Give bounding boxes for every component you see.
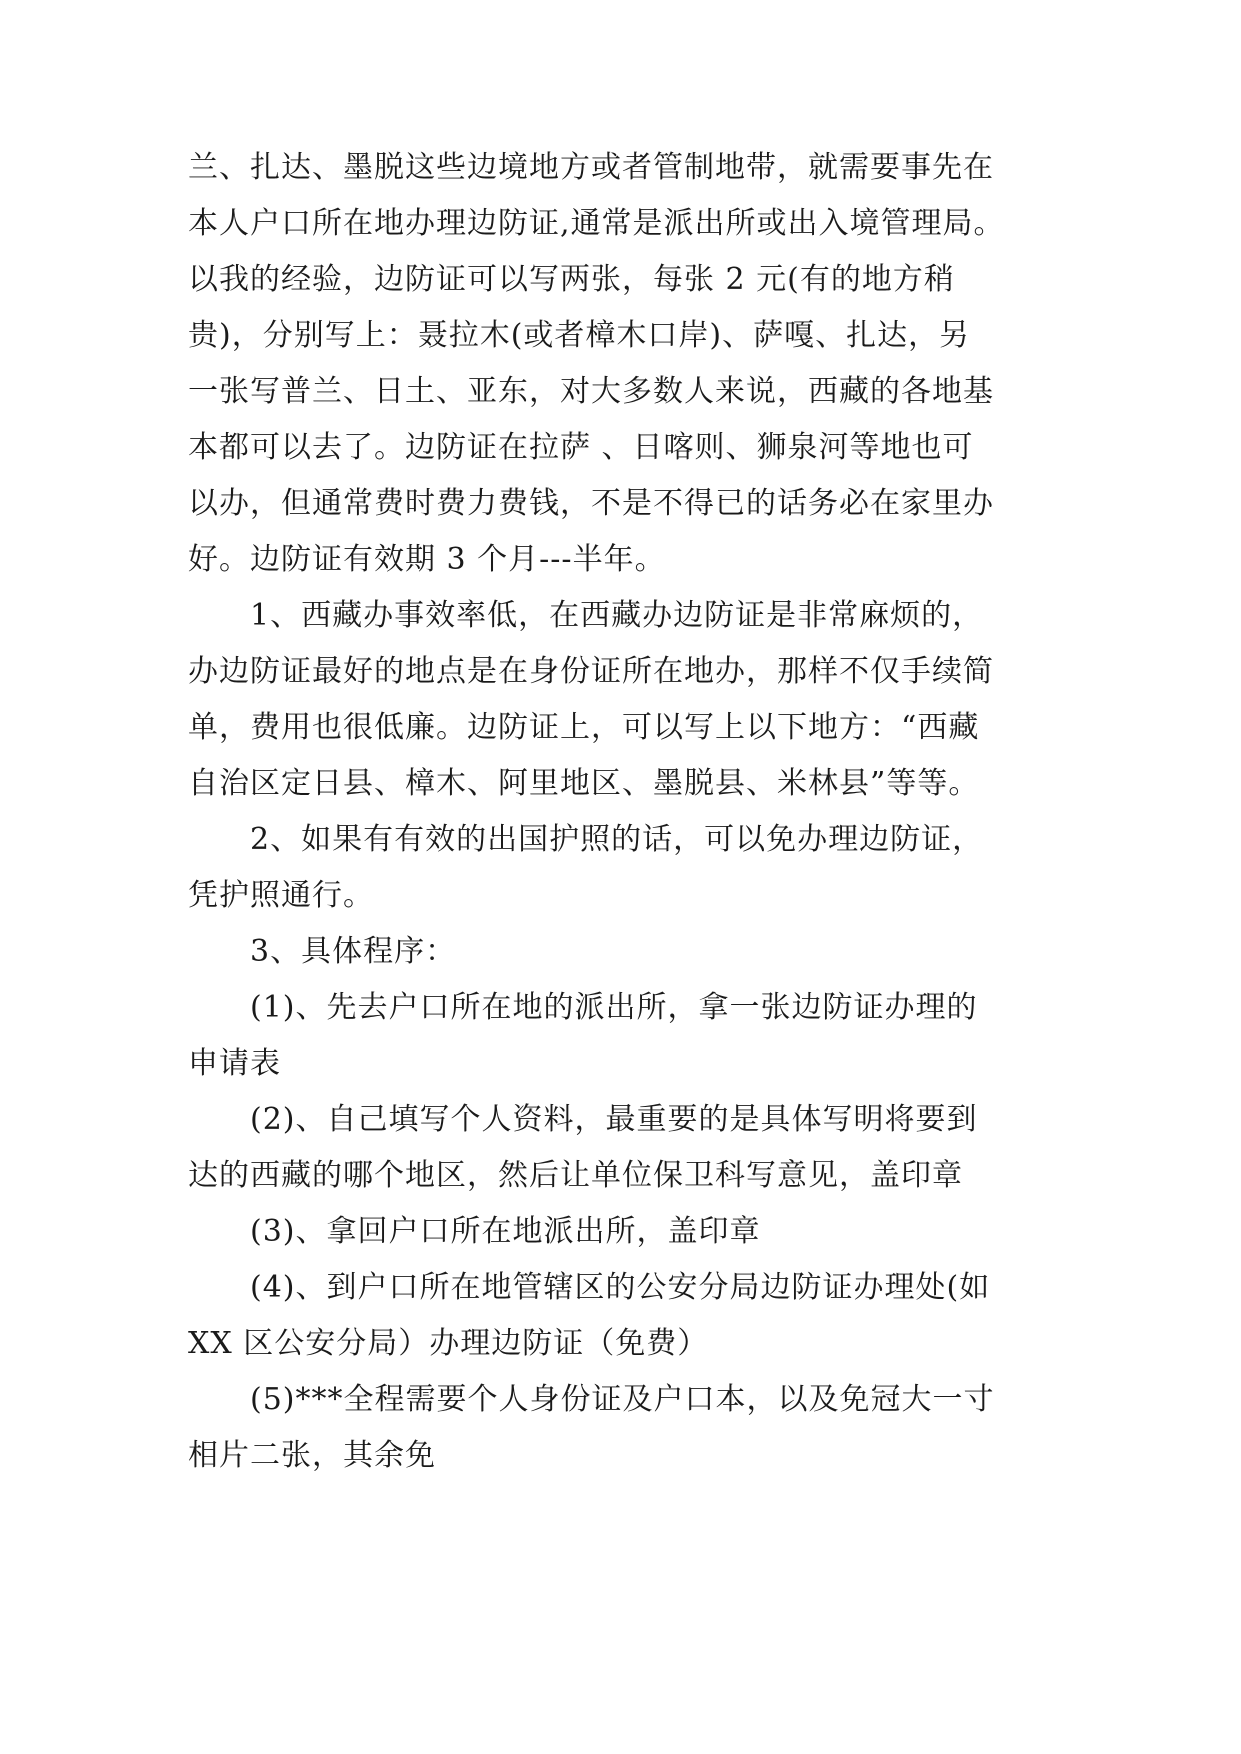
paragraph-start-line: (4)、到户口所在地管辖区的公安分局边防证办理处(如 [250, 1270, 991, 1305]
text-line: 相片二张，其余免 [188, 1438, 436, 1473]
text-line: 单，费用也很低廉。边防证上，可以写上以下地方：“西藏 [188, 710, 980, 745]
text-line: 一张写普兰、日土、亚东，对大多数人来说，西藏的各地基 [188, 374, 994, 409]
text-line: 办边防证最好的地点是在身份证所在地办，那样不仅手续简 [188, 654, 994, 689]
text-line: 以我的经验，边防证可以写两张，每张 2 元(有的地方稍 [188, 262, 955, 297]
text-line: XX 区公安分局）办理边防证（免费） [188, 1326, 709, 1361]
paragraph-start-line: 1、西藏办事效率低，在西藏办边防证是非常麻烦的， [250, 598, 984, 633]
text-line: 本都可以去了。边防证在拉萨 、日喀则、狮泉河等地也可 [188, 430, 974, 465]
paragraph-start-line: (3)、拿回户口所在地派出所，盖印章 [250, 1214, 761, 1249]
paragraph-start-line: (5)***全程需要个人身份证及户口本，以及免冠大一寸 [250, 1382, 995, 1417]
text-line: 自治区定日县、樟木、阿里地区、墨脱县、米林县”等等。 [188, 766, 980, 801]
text-line: 贵)，分别写上：聂拉木(或者樟木口岸)、萨嘎、扎达，另 [188, 318, 971, 353]
text-line: 以办，但通常费时费力费钱，不是不得已的话务必在家里办 [188, 486, 994, 521]
text-line: 好。边防证有效期 3 个月---半年。 [188, 542, 666, 577]
paragraph-start-line: 2、如果有有效的出国护照的话，可以免办理边防证， [250, 822, 984, 857]
text-line: 达的西藏的哪个地区，然后让单位保卫科写意见，盖印章 [188, 1158, 963, 1193]
text-line: 兰、扎达、墨脱这些边境地方或者管制地带，就需要事先在 [188, 150, 994, 185]
paragraph-start-line: (1)、先去户口所在地的派出所，拿一张边防证办理的 [250, 990, 978, 1025]
paragraph-start-line: (2)、自己填写个人资料，最重要的是具体写明将要到 [250, 1102, 978, 1137]
text-line: 申请表 [188, 1046, 281, 1081]
text-line: 凭护照通行。 [188, 878, 374, 913]
text-line: 本人户口所在地办理边防证,通常是派出所或出入境管理局。 [188, 206, 1005, 241]
paragraph-start-line: 3、具体程序： [250, 934, 457, 969]
